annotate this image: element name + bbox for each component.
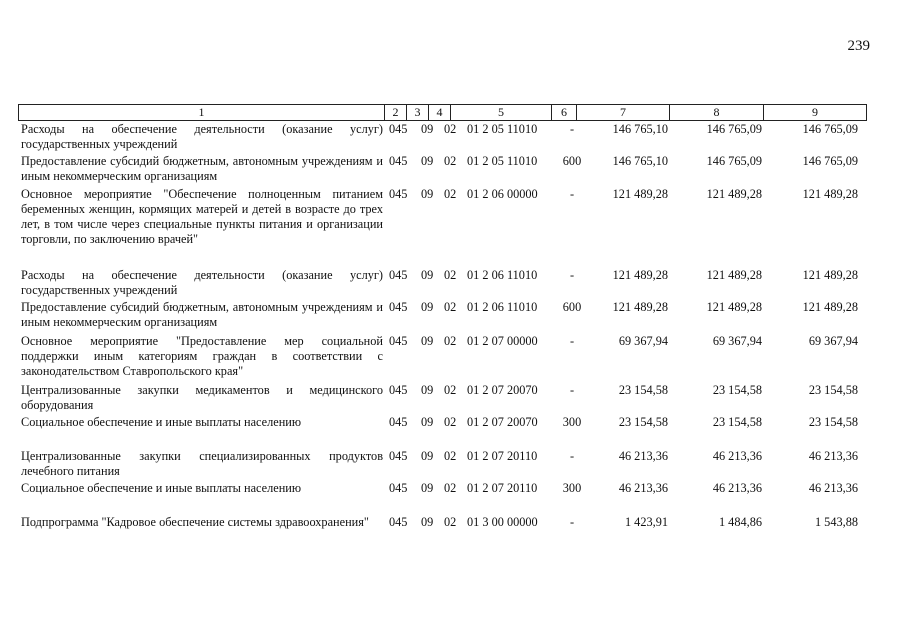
row-c2-cell: 045 [389, 187, 408, 201]
row-c2-cell: 045 [389, 515, 408, 529]
row-c5-cell: 01 3 00 00000 [467, 515, 538, 529]
row-c6-cell: - [569, 268, 575, 282]
row-c3-cell: 09 [421, 481, 434, 495]
row-c4-cell: 02 [444, 415, 457, 429]
row-name: Расходы на обеспечение деятельности (оказание услуг) государственных учреждений [21, 122, 383, 151]
row-c5-cell: 01 2 06 11010 [467, 300, 538, 314]
row-c7-cell: 23 154,58 [618, 383, 668, 397]
page-number: 239 [847, 38, 870, 54]
row-c2-cell: 045 [389, 154, 408, 168]
row-c9-cell: 69 367,94 [808, 334, 858, 348]
row-c8-cell: 23 154,58 [712, 383, 762, 397]
row-c4-cell: 02 [444, 515, 457, 529]
row-name: Расходы на обеспечение деятельности (оказание услуг) государственных учреждений [21, 268, 383, 297]
row-c9-cell: 46 213,36 [808, 449, 858, 463]
row-c9-cell: 146 765,09 [802, 154, 858, 168]
row-name: Подпрограмма "Кадровое обеспечение системы здравоохранения" [21, 515, 369, 529]
row-c4-cell: 02 [444, 334, 457, 348]
row-c9-cell: 46 213,36 [808, 481, 858, 495]
row-c3-cell: 09 [421, 187, 434, 201]
row-name: Социальное обеспечение и иные выплаты населению [21, 481, 302, 495]
row-c5-cell: 01 2 05 11010 [467, 154, 538, 168]
row-c5-cell: 01 2 06 00000 [467, 187, 538, 201]
row-c2-cell: 045 [389, 268, 408, 282]
row-c2-cell: 045 [389, 481, 408, 495]
row-name: Предоставление субсидий бюджетным, автономным учреждениям и иным некоммерческим организациям [21, 154, 383, 183]
row-name: Основное мероприятие "Предоставление мер социальной поддержки иным категориям граждан в соответствии с законодательством Ставропольского края" [21, 334, 383, 378]
row-c9-cell: 121 489,28 [802, 300, 858, 314]
row-c8-cell: 121 489,28 [706, 300, 762, 314]
row-c2-cell: 045 [389, 415, 408, 429]
row-c9-cell: 23 154,58 [808, 415, 858, 429]
row-c4-cell: 02 [444, 383, 457, 397]
header-col-1: 1 [19, 105, 385, 120]
row-c4-cell: 02 [444, 268, 457, 282]
header-col-3: 3 [407, 105, 429, 120]
row-c7-cell: 1 423,91 [624, 515, 668, 529]
row-name: Централизованные закупки медикаментов и медицинского оборудования [21, 383, 383, 412]
row-c3-cell: 09 [421, 334, 434, 348]
row-c4-cell: 02 [444, 449, 457, 463]
row-c7-cell: 46 213,36 [618, 481, 668, 495]
row-c5-cell: 01 2 07 20070 [467, 415, 538, 429]
header-col-8: 8 [670, 105, 764, 120]
row-c7-cell: 46 213,36 [618, 449, 668, 463]
row-name: Централизованные закупки специализированных продуктов лечебного питания [21, 449, 383, 478]
row-c3-cell: 09 [421, 383, 434, 397]
row-c6-cell: 600 [562, 300, 582, 314]
header-col-9: 9 [812, 105, 818, 119]
row-c7-cell: 121 489,28 [612, 268, 668, 282]
row-c4-cell: 02 [444, 154, 457, 168]
row-c2-cell: 045 [389, 300, 408, 314]
row-c9-cell: 146 765,09 [802, 122, 858, 136]
row-c7-cell: 121 489,28 [612, 300, 668, 314]
row-c8-cell: 146 765,09 [706, 154, 762, 168]
row-c6-cell: 300 [562, 481, 582, 495]
row-c3-cell: 09 [421, 268, 434, 282]
row-c6-cell: 300 [562, 415, 582, 429]
table-header-row [18, 104, 867, 121]
row-c6-cell: - [569, 449, 575, 463]
row-c9-cell: 121 489,28 [802, 187, 858, 201]
row-c4-cell: 02 [444, 481, 457, 495]
row-c8-cell: 121 489,28 [706, 268, 762, 282]
row-c5-cell: 01 2 05 11010 [467, 122, 538, 136]
row-c6-cell: - [569, 515, 575, 529]
row-c8-cell: 46 213,36 [712, 481, 762, 495]
row-c8-cell: 146 765,09 [706, 122, 762, 136]
row-c7-cell: 121 489,28 [612, 187, 668, 201]
header-col-7: 7 [577, 105, 670, 120]
row-name: Основное мероприятие "Обеспечение полноценным питанием беременных женщин, кормящих матерей и детей в возрасте до трех лет, в том числе через специальные пункты питания и организации торговли, по заключению врачей" [21, 187, 383, 246]
header-col-5: 5 [451, 105, 552, 120]
row-c3-cell: 09 [421, 300, 434, 314]
row-c5-cell: 01 2 07 00000 [467, 334, 538, 348]
row-c8-cell: 23 154,58 [712, 415, 762, 429]
row-c2-cell: 045 [389, 449, 408, 463]
row-c6-cell: 600 [562, 154, 582, 168]
row-c5-cell: 01 2 07 20110 [467, 481, 538, 495]
row-c2-cell: 045 [389, 383, 408, 397]
row-c3-cell: 09 [421, 122, 434, 136]
row-c8-cell: 46 213,36 [712, 449, 762, 463]
header-col-2: 2 [385, 105, 407, 120]
row-c5-cell: 01 2 07 20070 [467, 383, 538, 397]
row-c3-cell: 09 [421, 449, 434, 463]
row-c7-cell: 69 367,94 [618, 334, 668, 348]
row-c6-cell: - [569, 334, 575, 348]
row-c7-cell: 146 765,10 [612, 122, 668, 136]
row-c4-cell: 02 [444, 122, 457, 136]
row-c7-cell: 23 154,58 [618, 415, 668, 429]
row-c9-cell: 23 154,58 [808, 383, 858, 397]
row-name: Социальное обеспечение и иные выплаты населению [21, 415, 302, 429]
row-c6-cell: - [569, 187, 575, 201]
row-c8-cell: 69 367,94 [712, 334, 762, 348]
row-name: Предоставление субсидий бюджетным, автономным учреждениям и иным некоммерческим организациям [21, 300, 383, 329]
header-col-6: 6 [552, 105, 577, 120]
row-c6-cell: - [569, 122, 575, 136]
row-c8-cell: 121 489,28 [706, 187, 762, 201]
row-c5-cell: 01 2 07 20110 [467, 449, 538, 463]
row-c4-cell: 02 [444, 300, 457, 314]
row-c9-cell: 121 489,28 [802, 268, 858, 282]
row-c8-cell: 1 484,86 [718, 515, 762, 529]
header-col-4: 4 [429, 105, 451, 120]
row-c3-cell: 09 [421, 515, 434, 529]
row-c7-cell: 146 765,10 [612, 154, 668, 168]
row-c9-cell: 1 543,88 [814, 515, 858, 529]
row-c2-cell: 045 [389, 122, 408, 136]
row-c3-cell: 09 [421, 415, 434, 429]
row-c5-cell: 01 2 06 11010 [467, 268, 538, 282]
row-c2-cell: 045 [389, 334, 408, 348]
row-c6-cell: - [569, 383, 575, 397]
row-c4-cell: 02 [444, 187, 457, 201]
row-c3-cell: 09 [421, 154, 434, 168]
